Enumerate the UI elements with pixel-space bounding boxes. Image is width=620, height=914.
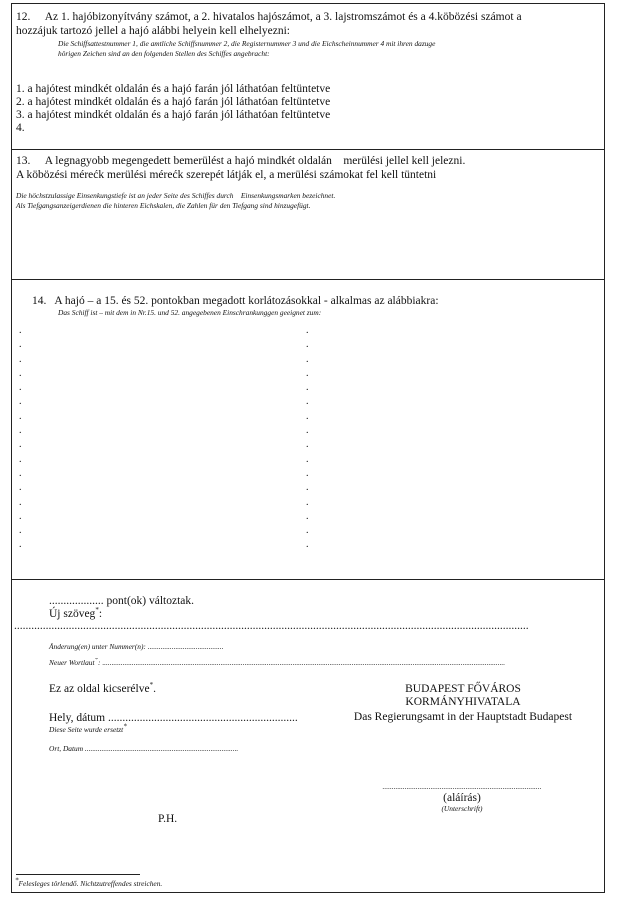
s12-item-2: 2. a hajótest mindkét oldalán és a hajó farán jól láthatóan feltüntetve	[16, 96, 331, 108]
s13-line2: A köbözési mérećk merülési mérećk szerepét látják el, a merülési számokat fel kell tüntetni	[16, 169, 437, 181]
amendment-section	[12, 580, 604, 892]
place-date-line: Hely, dátum ..................................................................	[49, 712, 298, 724]
neuer-wortlaut-text: Neuer Wortlaut	[49, 658, 95, 667]
list-item: .	[306, 453, 309, 465]
list-item: .	[306, 496, 309, 508]
list-item: .	[306, 367, 309, 379]
s12-line2: hozzájuk tartozó jellel a hajó alábbi helyein kell elhelyezni:	[16, 25, 290, 37]
footnote-mark: *	[95, 606, 99, 615]
list-item: .	[306, 410, 309, 422]
s12-german-1: Die Schiffsattestnummer 1, die amtliche Schiffsnummer 2, die Registernummer 3 und die Eichscheinnummer 4 mit ihren dazuge	[58, 39, 436, 48]
colon: :	[98, 608, 103, 620]
neuer-wortlaut-dots: : ..........................................................................................................................................................................................................................	[98, 658, 506, 667]
footnote-text: Felesleges törlendő. Nichtzutreffendes streichen.	[18, 879, 163, 888]
form-page	[11, 3, 605, 893]
list-item: .	[19, 453, 22, 465]
new-text-text: Új szöveg	[49, 608, 96, 620]
list-item: .	[19, 367, 22, 379]
list-item: .	[306, 339, 309, 351]
stamp-place: P.H.	[158, 813, 178, 825]
footnote-mark: *	[123, 722, 127, 731]
list-item: .	[306, 396, 309, 408]
list-item: .	[19, 496, 22, 508]
list-item: .	[19, 539, 22, 551]
section-14	[12, 280, 604, 580]
neuer-wortlaut-line	[49, 658, 601, 668]
list-item: .	[19, 382, 22, 394]
section-13	[12, 150, 604, 280]
list-item: .	[306, 467, 309, 479]
list-item: .	[19, 467, 22, 479]
page-replaced-label	[49, 683, 156, 697]
list-item: .	[19, 525, 22, 537]
list-item: .	[19, 325, 22, 336]
s12-item-1: 1. a hajótest mindkét oldalán és a hajó farán jól láthatóan feltüntetve	[16, 83, 331, 95]
list-item: .	[306, 439, 309, 451]
list-item: .	[306, 325, 309, 336]
signature-label: (aláírás)	[443, 792, 481, 804]
s14-left-list	[19, 324, 22, 553]
list-item: .	[306, 425, 309, 437]
ort-datum-line: Ort, Datum ...................................................................................	[49, 744, 239, 753]
footnote-mark: *	[15, 876, 19, 885]
s14-right-list	[306, 324, 309, 553]
s13-german-1: Die höchstzulassige Einsenkungstiefe ist an jeder Seite des Schiffes durch Einsenkungsmarken bezeichnet.	[16, 191, 336, 200]
list-item: .	[306, 510, 309, 522]
s14-german-1: Das Schiff ist – mit dem in Nr.15. und 52. angegebenen Einschrankunggen geeignet zum:	[58, 308, 322, 317]
list-item: .	[19, 439, 22, 451]
list-item: .	[19, 410, 22, 422]
office-name-2: KORMÁNYHIVATALA	[405, 696, 521, 708]
list-item: .	[19, 353, 22, 365]
footnote-mark: *	[94, 658, 99, 664]
seite-ersetzt-label	[49, 722, 127, 735]
s13-german-2: Als Tiefgangsanzeigerdienen die hinteren Eichskalen, die Zahlen für den Tiefgang sind hinzugefügt.	[16, 201, 311, 210]
s12-item-3: 3. a hajótest mindkét oldalán és a hajó farán jól láthatóan feltüntetve	[16, 109, 331, 121]
signature-label-german: (Unterschrift)	[441, 804, 483, 813]
signature-line: ......................................................................................	[382, 782, 542, 791]
page-replaced-text: Ez az oldal kicserélve	[49, 683, 150, 695]
s13-line1: 13. A legnagyobb megengedett bemerülést a hajó mindkét oldalán merülési jellel kell jelezni.	[16, 155, 466, 167]
list-item: .	[306, 525, 309, 537]
footnote-divider	[16, 874, 140, 875]
aenderung-line: Änderung(en) unter Nummer(n): .........................................	[49, 642, 224, 651]
office-name-german: Das Regierungsamt in der Hauptstadt Budapest	[353, 711, 573, 723]
footnote-mark: *	[149, 681, 154, 690]
list-item: .	[306, 353, 309, 365]
s12-item-4: 4.	[16, 122, 25, 134]
s12-german-2: hörigen Zeichen sind an den folgenden Stellen des Schiffes angebracht:	[58, 49, 270, 58]
section-12	[12, 4, 604, 150]
seite-ersetzt-text: Diese Seite wurde ersetzt	[49, 725, 124, 734]
list-item: .	[19, 396, 22, 408]
changed-points: ................... pont(ok) változtak.	[49, 595, 195, 607]
new-text-line: ...................................................................................................................................................................................	[14, 620, 529, 632]
list-item: .	[306, 539, 309, 551]
list-item: .	[19, 339, 22, 351]
list-item: .	[19, 510, 22, 522]
list-item: .	[19, 482, 22, 494]
list-item: .	[19, 425, 22, 437]
s12-line1: 12. Az 1. hajóbizonyítvány számot, a 2. hivatalos hajószámot, a 3. lajstromszámot és a 4.köbözési számot a	[16, 11, 522, 23]
office-name-1: BUDAPEST FŐVÁROS	[405, 683, 521, 695]
list-item: .	[306, 382, 309, 394]
footnote	[15, 876, 163, 889]
list-item: .	[306, 482, 309, 494]
s14-line1: 14. A hajó – a 15. és 52. pontokban megadott korlátozásokkal - alkalmas az alábbiakra:	[32, 295, 439, 307]
period: .	[153, 683, 156, 695]
